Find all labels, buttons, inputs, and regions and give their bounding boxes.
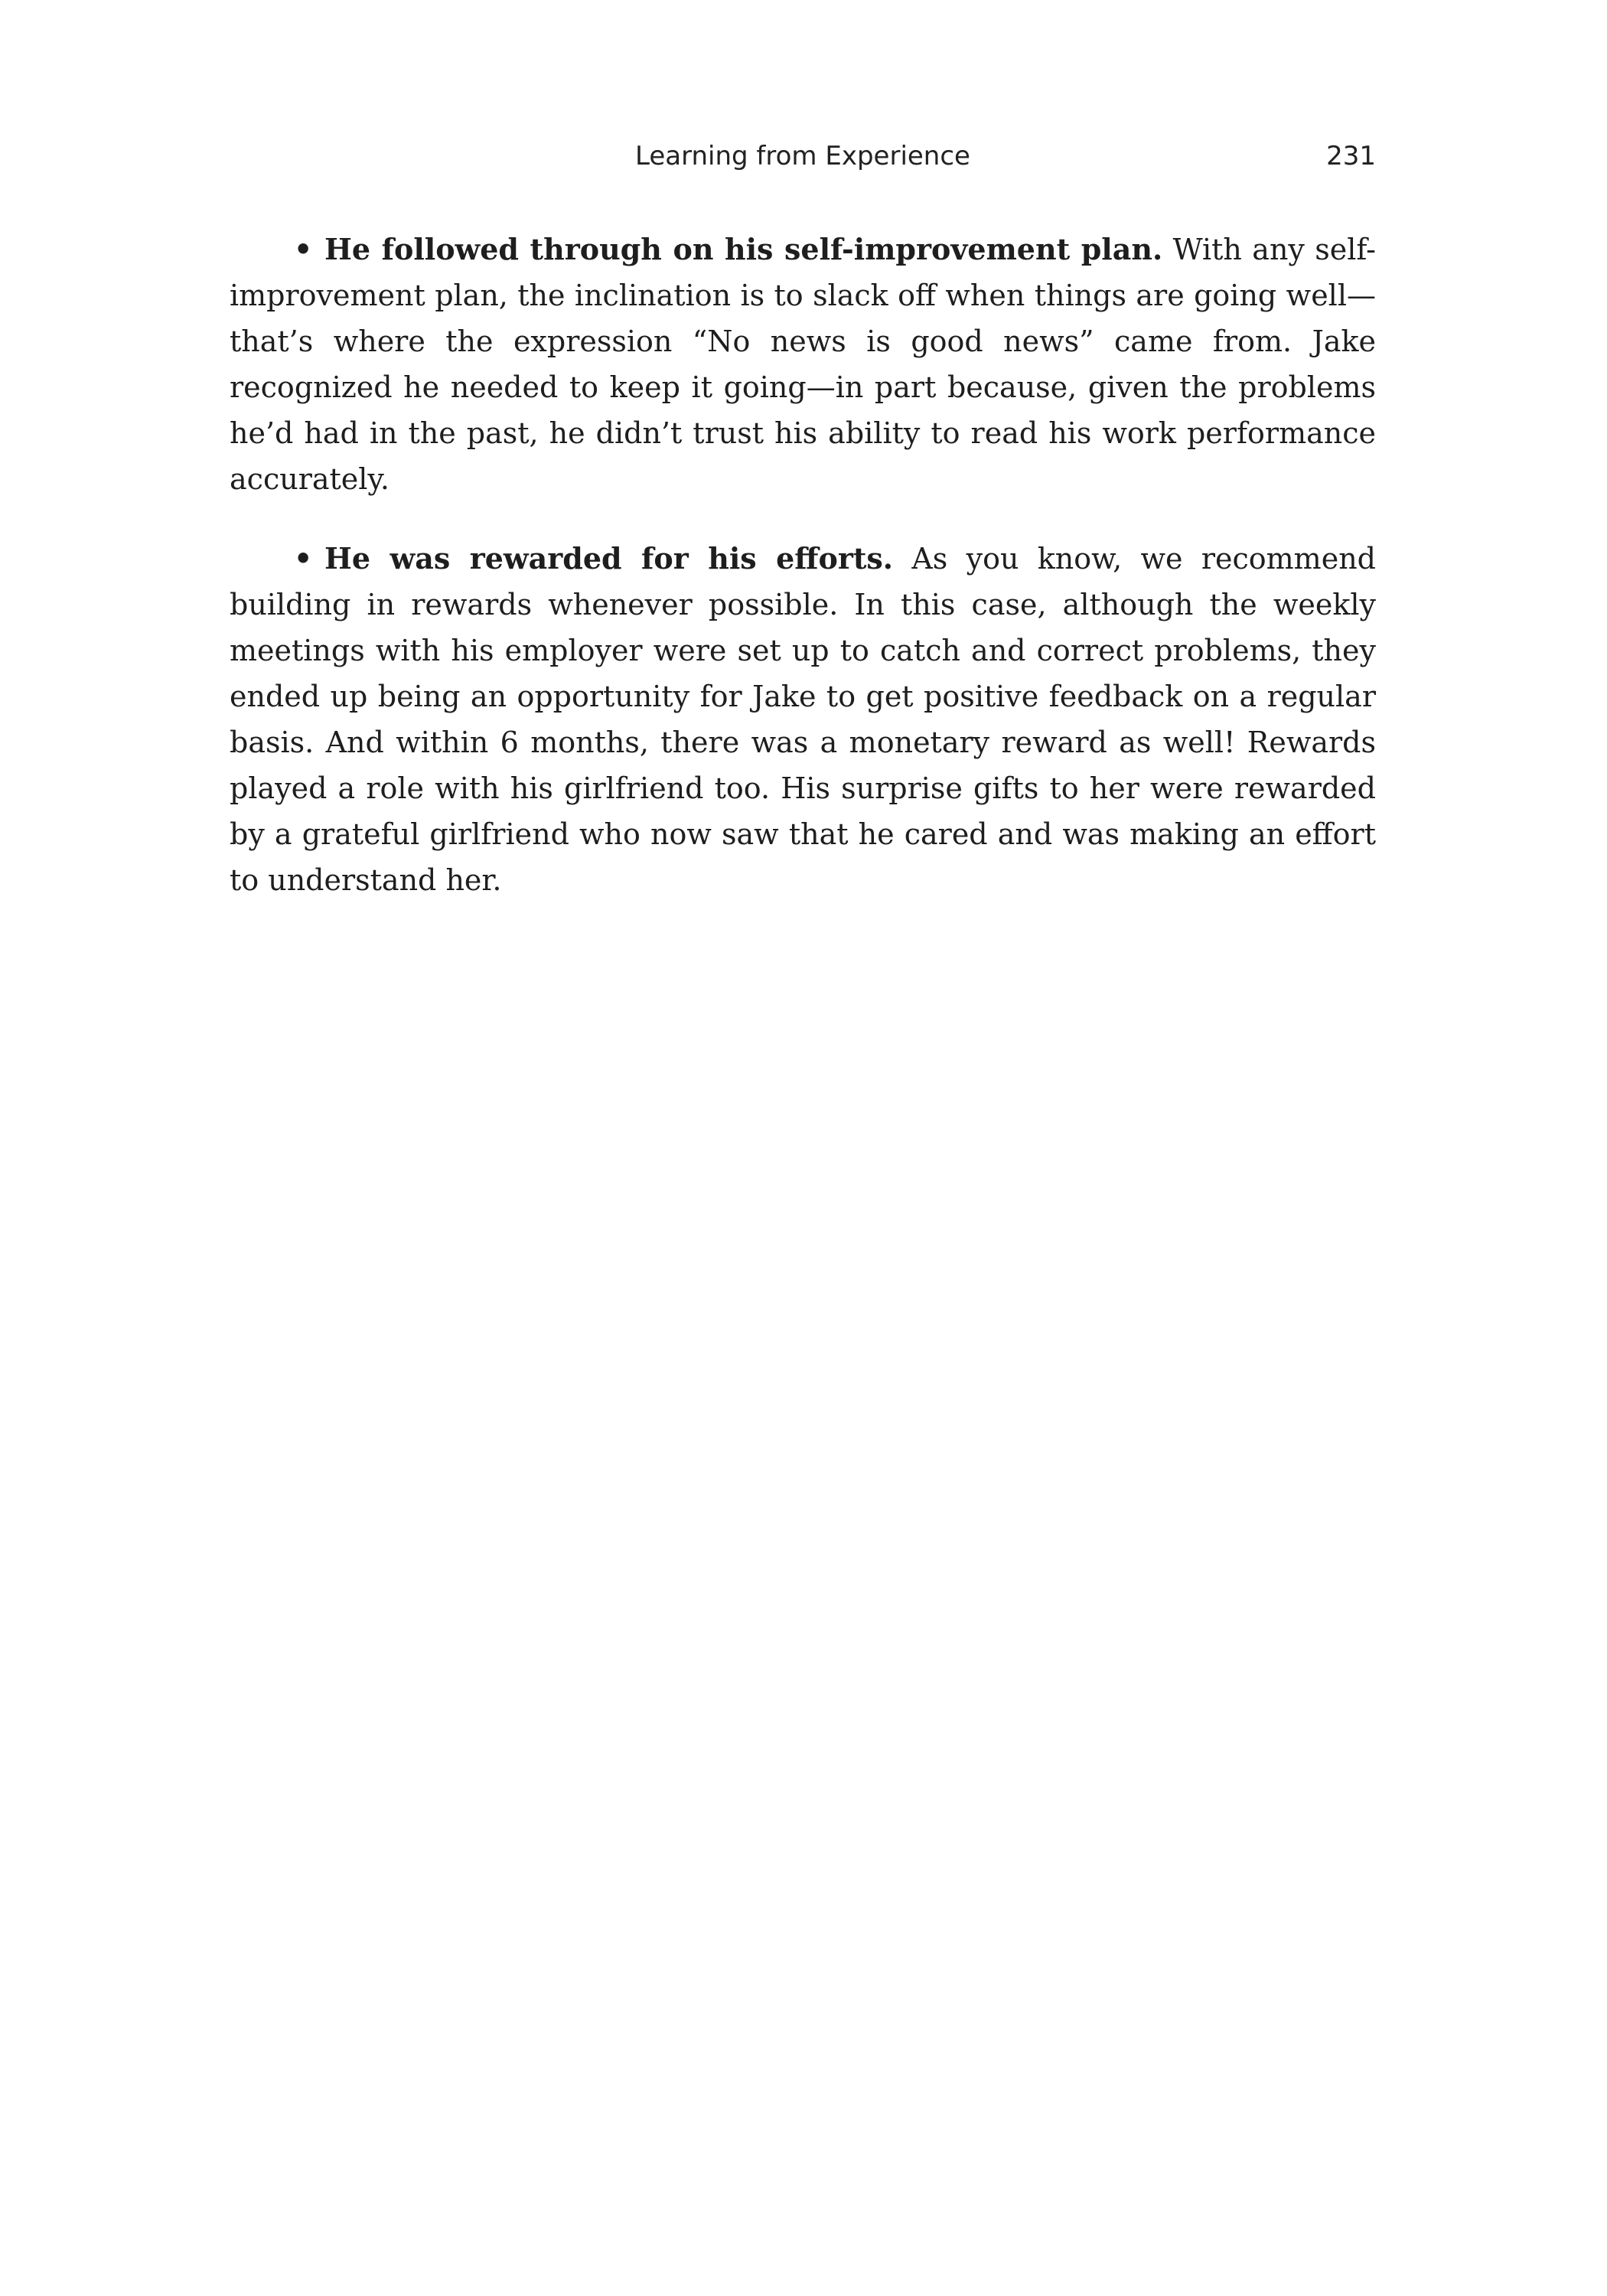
bold-lead-in: He followed through on his self-improvement plan. bbox=[324, 232, 1163, 266]
bold-lead-in: He was rewarded for his efforts. bbox=[324, 541, 894, 576]
bullet-paragraph-follow-through bbox=[230, 227, 1376, 502]
running-title: Learning from Experience bbox=[635, 141, 970, 171]
bullet-icon: • bbox=[294, 541, 313, 576]
paragraph-text: As you know, we recommend building in rewards whenever possible. In this case, although the weekly meetings with his employer were set up to catch and correct problems, they ended up being an opportunity for Jake to get positive feedback on a regular basis. And within 6 months, there was a monetary reward as well! Rewards played a role with his girlfriend too. His surprise gifts to her were rewarded by a grateful girlfriend who now saw that he cared and was making an effort to understand her. bbox=[230, 542, 1376, 897]
bullet-icon: • bbox=[294, 232, 313, 266]
running-header bbox=[230, 135, 1376, 178]
page-number: 231 bbox=[1326, 141, 1376, 171]
body-text bbox=[230, 227, 1376, 937]
paragraph-text: With any self-improvement plan, the inclination is to slack off when things are going well—that’s where the expression “No news is good news” came from. Jake recognized he needed to keep it going—in part because, given the problems he’d had in the past, he didn’t trust his ability to read his work performance accurately. bbox=[230, 233, 1376, 496]
bullet-paragraph-rewarded bbox=[230, 536, 1376, 903]
